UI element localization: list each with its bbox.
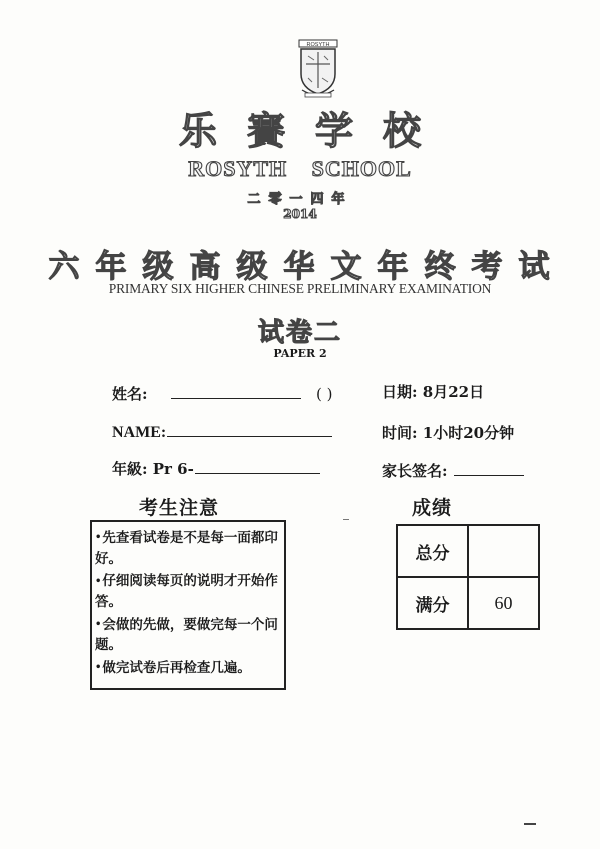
full-score-value: 60 [468,577,539,629]
note-text: 仔细阅读每页的说明才开始作答。 [95,573,278,610]
note-item: •先查看试卷是不是每一面都印好。 [95,530,278,567]
note-item: •做完试卷后再检查几遍。 [95,659,251,676]
notes-box [90,520,286,690]
total-score-label: 总分 [397,525,468,577]
exam-title-chinese: 六年级高级华文年终考试 [48,249,566,285]
score-table [396,524,540,630]
table-row [397,525,539,577]
date-field: 日期: 8月22日 [382,383,485,401]
total-score-value[interactable] [468,525,539,577]
note-item: •仔细阅读每页的说明才开始作答。 [95,573,278,610]
parent-signature-line[interactable] [454,474,524,476]
scan-mark [343,519,349,520]
name-chinese-field [112,383,333,404]
year-number: 2014 [283,207,317,221]
name-chinese-label: 姓名: [112,385,148,403]
results-heading: 成绩 [412,497,453,519]
year-chinese: 二零一四年 [247,192,353,207]
index-number-parentheses: ( ) [316,385,333,403]
school-crest [296,38,340,100]
name-english-field [112,424,332,442]
scan-mark [524,823,536,825]
time-field: 时间: 1小时20分钟 [382,424,515,442]
notes-heading: 考生注意 [139,497,220,519]
name-chinese-line[interactable] [171,397,301,399]
name-english-line[interactable] [167,435,332,437]
class-label: 年級: Pr 6- [112,460,194,478]
exam-title-english: PRIMARY SIX HIGHER CHINESE PRELIMINARY EXAMINATION [108,281,492,296]
full-score-label: 满分 [397,577,468,629]
paper-title-english: PAPER 2 [273,347,327,360]
paper-title-chinese: 试卷二 [257,318,342,348]
class-field [112,458,320,479]
parent-signature-field [382,460,524,481]
table-row [397,577,539,629]
school-name-english: ROSYTH SCHOOL [188,156,412,181]
school-name-chinese: 乐賽学校 [178,108,451,153]
name-english-label: NAME: [112,424,167,441]
note-text: 会做的先做，要做完每一个问题。 [95,616,278,654]
crest-text: ROSYTH [306,42,330,48]
parent-signature-label: 家长签名: [382,462,448,480]
note-item: •会做的先做，要做完每一个问题。 [95,616,278,654]
note-text: 先查看试卷是不是每一面都印好。 [95,530,278,567]
class-line[interactable] [195,472,320,474]
note-text: 做完试卷后再检查几遍。 [102,659,251,676]
